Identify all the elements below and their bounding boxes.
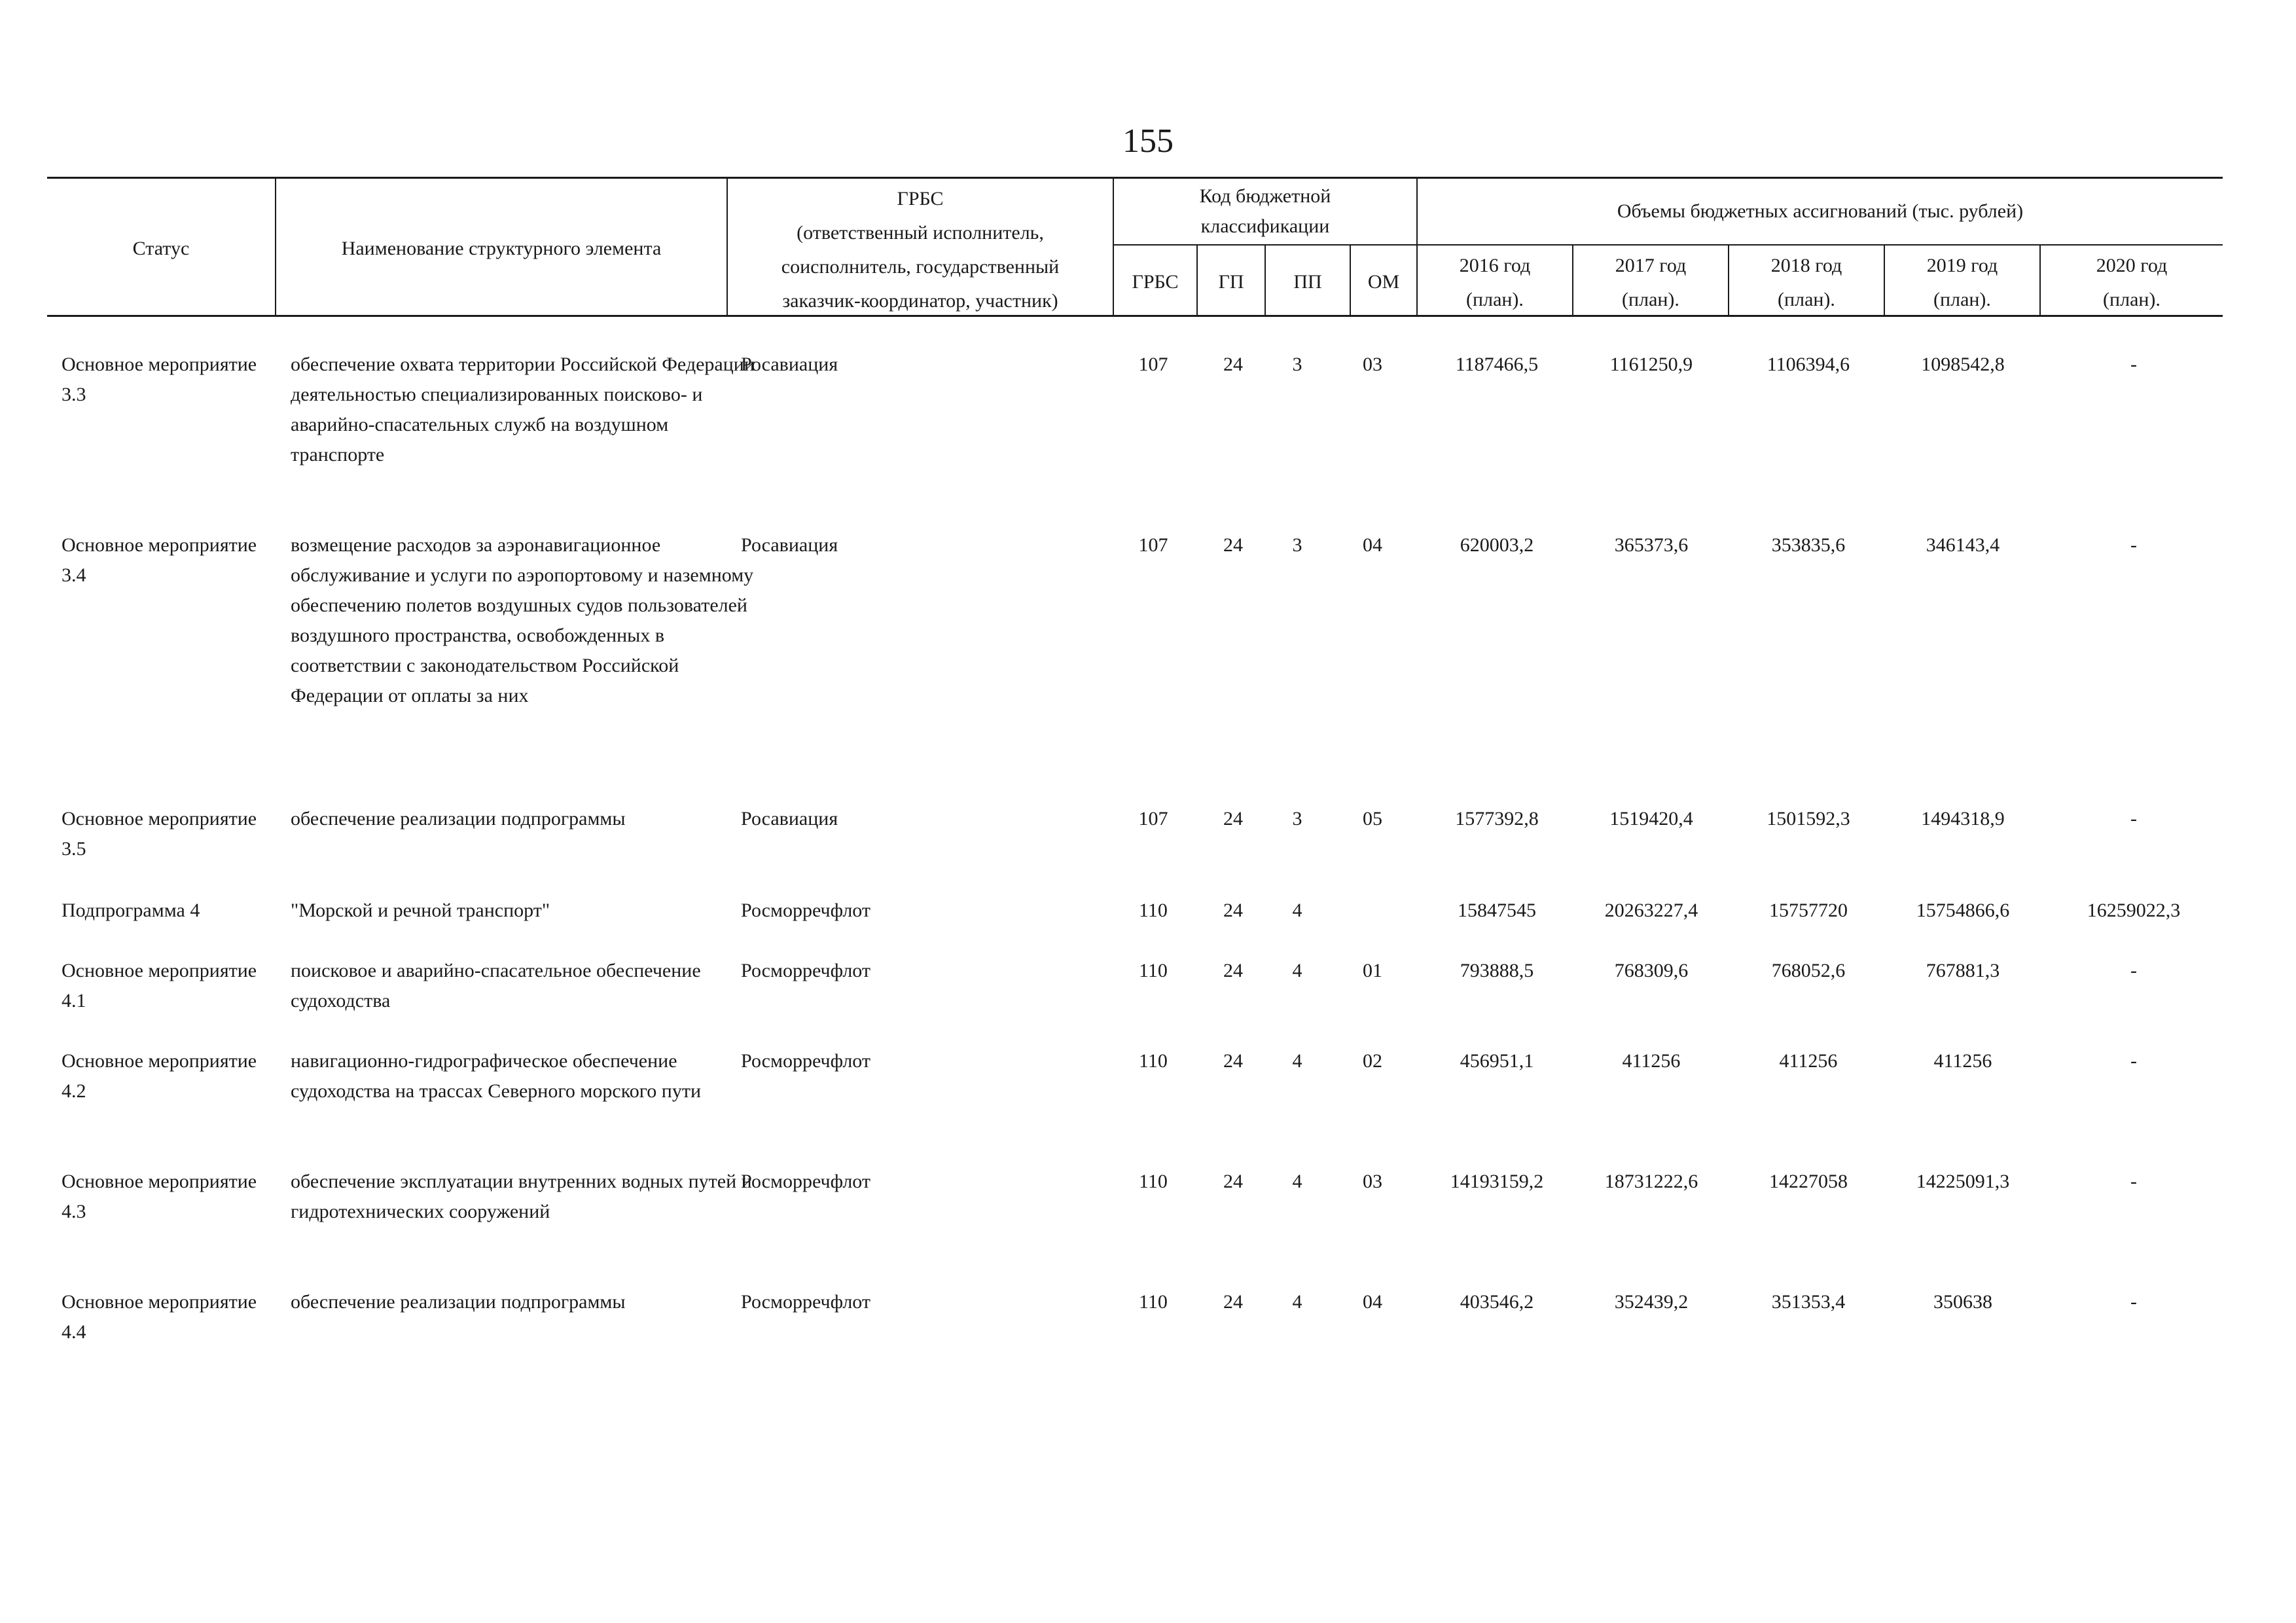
- row-code-gp: 24: [1223, 1050, 1243, 1072]
- row-value-2019: 1494318,9: [1921, 808, 2005, 830]
- row-value-2019: 767881,3: [1926, 960, 2000, 981]
- row-responsible: Росморречфлот: [741, 900, 871, 921]
- row-code-gp: 24: [1223, 534, 1243, 556]
- row-value-2017: 20263227,4: [1604, 900, 1698, 921]
- header-grbs-responsible: [728, 181, 1113, 319]
- row-name: навигационно-гидрографическое обеспечение судоходства на трассах Северного морского пути: [291, 1050, 702, 1102]
- page-number: 155: [1122, 122, 1174, 160]
- row-value-2016: 403546,2: [1460, 1291, 1534, 1313]
- row-value-2020: -: [2130, 1171, 2137, 1192]
- row-code-grbs: 110: [1139, 1291, 1168, 1313]
- row-value-2020: -: [2130, 1291, 2137, 1313]
- row-value-2018: 411256: [1779, 1050, 1838, 1072]
- row-code-pp: 4: [1292, 960, 1302, 981]
- row-value-2016: 1577392,8: [1455, 808, 1539, 830]
- header-year-2020: [2041, 247, 2223, 319]
- row-code-pp: 3: [1292, 808, 1302, 830]
- header-grbs-line: заказчик-координатор, участник): [782, 290, 1058, 312]
- row-code-gp: 24: [1223, 960, 1243, 981]
- row-value-2020: -: [2130, 534, 2137, 556]
- row-value-2016: 456951,1: [1460, 1050, 1534, 1072]
- header-plan: (план).: [1933, 289, 1991, 310]
- row-name: обеспечение реализации подпрограммы: [291, 808, 626, 830]
- row-code-om: 03: [1363, 354, 1382, 375]
- header-grbs-line: ГРБС: [897, 188, 944, 210]
- header-year-2019: [1885, 247, 2039, 319]
- header-volumes: Объемы бюджетных ассигнований (тыс. рублей): [1617, 200, 2024, 222]
- row-value-2018: 353835,6: [1771, 534, 1846, 556]
- row-value-2016: 793888,5: [1460, 960, 1534, 981]
- row-value-2017: 768309,6: [1614, 960, 1689, 981]
- row-name: возмещение расходов за аэронавигационное обслуживание и услуги по аэропортовому и наземному обеспечению полетов воздушных судов пользователей воздушного пространства, освобожденных в соответствии с законодательством Российской Федерации от оплаты за них: [291, 534, 754, 706]
- row-responsible: Росавиация: [741, 354, 838, 375]
- row-value-2018: 1501592,3: [1767, 808, 1850, 830]
- row-responsible: Росморречфлот: [741, 960, 871, 981]
- row-code-pp: 4: [1292, 1291, 1302, 1313]
- row-status: Основное мероприятие 4.3: [62, 1171, 257, 1222]
- header-grbs-line: соисполнитель, государственный: [781, 256, 1060, 278]
- row-value-2019: 346143,4: [1926, 534, 2000, 556]
- header-budget-code: [1114, 179, 1416, 244]
- row-code-om: 04: [1363, 1291, 1382, 1313]
- row-value-2019: 1098542,8: [1921, 354, 2005, 375]
- row-value-2016: 15847545: [1458, 900, 1536, 921]
- row-status: Основное мероприятие 3.5: [62, 808, 257, 860]
- row-code-grbs: 110: [1139, 960, 1168, 981]
- header-plan: (план).: [1466, 289, 1524, 310]
- row-value-2020: -: [2130, 1050, 2137, 1072]
- row-value-2017: 411256: [1622, 1050, 1681, 1072]
- row-code-gp: 24: [1223, 1291, 1243, 1313]
- row-code-om: 04: [1363, 534, 1382, 556]
- row-value-2016: 1187466,5: [1455, 354, 1539, 375]
- header-year-2018: [1729, 247, 1884, 319]
- row-code-gp: 24: [1223, 900, 1243, 921]
- row-code-grbs: 110: [1139, 900, 1168, 921]
- header-code-om: ОМ: [1367, 271, 1400, 293]
- row-value-2019: 15754866,6: [1916, 900, 2010, 921]
- row-value-2019: 14225091,3: [1916, 1171, 2010, 1192]
- row-code-pp: 4: [1292, 1171, 1302, 1192]
- header-year-2016: [1418, 247, 1572, 319]
- header-plan: (план).: [2103, 289, 2161, 310]
- header-code-gp: ГП: [1218, 271, 1244, 293]
- row-responsible: Росавиация: [741, 534, 838, 556]
- row-value-2018: 1106394,6: [1767, 354, 1850, 375]
- row-value-2016: 14193159,2: [1450, 1171, 1544, 1192]
- row-responsible: Росморречфлот: [741, 1171, 871, 1192]
- row-code-gp: 24: [1223, 354, 1243, 375]
- row-value-2019: 350638: [1933, 1291, 1992, 1313]
- row-value-2020: -: [2130, 808, 2137, 830]
- row-code-gp: 24: [1223, 808, 1243, 830]
- row-code-pp: 4: [1292, 900, 1302, 921]
- row-responsible: Росморречфлот: [741, 1291, 871, 1313]
- row-value-2017: 18731222,6: [1604, 1171, 1698, 1192]
- row-code-pp: 4: [1292, 1050, 1302, 1072]
- row-value-2018: 351353,4: [1771, 1291, 1846, 1313]
- row-status: Основное мероприятие 4.4: [62, 1291, 257, 1343]
- row-code-grbs: 107: [1138, 808, 1168, 830]
- row-status: Подпрограмма 4: [62, 900, 200, 921]
- row-status: Основное мероприятие 3.4: [62, 534, 257, 586]
- row-name: обеспечение охвата территории Российской Федерации деятельностью специализированных поисково- и аварийно-спасательных служб на воздушном транспорте: [291, 354, 755, 465]
- row-code-grbs: 107: [1138, 354, 1168, 375]
- row-value-2020: 16259022,3: [2087, 900, 2181, 921]
- row-code-om: 02: [1363, 1050, 1382, 1072]
- header-year: 2016 год: [1459, 255, 1531, 276]
- header-name: Наименование структурного элемента: [341, 238, 662, 259]
- row-status: Основное мероприятие 4.2: [62, 1050, 257, 1102]
- row-value-2017: 1519420,4: [1609, 808, 1693, 830]
- row-name: "Морской и речной транспорт": [291, 900, 550, 921]
- row-value-2016: 620003,2: [1460, 534, 1534, 556]
- row-responsible: Росморречфлот: [741, 1050, 871, 1072]
- row-status: Основное мероприятие 4.1: [62, 960, 257, 1012]
- header-year: 2019 год: [1926, 255, 1998, 276]
- row-responsible: Росавиация: [741, 808, 838, 830]
- row-name: обеспечение эксплуатации внутренних водных путей и гидротехнических сооружений: [291, 1171, 752, 1222]
- row-value-2017: 352439,2: [1614, 1291, 1689, 1313]
- row-value-2017: 1161250,9: [1609, 354, 1693, 375]
- header-grbs-line: (ответственный исполнитель,: [797, 222, 1044, 244]
- row-code-grbs: 107: [1138, 534, 1168, 556]
- header-year: 2017 год: [1615, 255, 1687, 276]
- row-value-2018: 14227058: [1769, 1171, 1848, 1192]
- header-year: 2020 год: [2096, 255, 2168, 276]
- row-value-2020: -: [2130, 960, 2137, 981]
- header-code-line: классификации: [1200, 215, 1330, 237]
- row-code-om: 01: [1363, 960, 1382, 981]
- row-code-om: 03: [1363, 1171, 1382, 1192]
- row-code-grbs: 110: [1139, 1050, 1168, 1072]
- row-status: Основное мероприятие 3.3: [62, 354, 257, 405]
- row-value-2018: 15757720: [1769, 900, 1848, 921]
- row-value-2020: -: [2130, 354, 2137, 375]
- row-code-grbs: 110: [1139, 1171, 1168, 1192]
- header-subline: [1416, 244, 2223, 246]
- header-year: 2018 год: [1770, 255, 1842, 276]
- header-code-grbs: ГРБС: [1132, 271, 1179, 293]
- row-name: поисковое и аварийно-спасательное обеспечение судоходства: [291, 960, 701, 1012]
- header-status: Статус: [132, 238, 190, 259]
- row-code-gp: 24: [1223, 1171, 1243, 1192]
- row-value-2019: 411256: [1933, 1050, 1992, 1072]
- table-header: [47, 177, 2223, 317]
- row-name: обеспечение реализации подпрограммы: [291, 1291, 626, 1313]
- header-plan: (план).: [1778, 289, 1835, 310]
- row-value-2018: 768052,6: [1771, 960, 1846, 981]
- header-code-pp: ПП: [1293, 271, 1322, 293]
- row-code-om: 05: [1363, 808, 1382, 830]
- header-plan: (план).: [1622, 289, 1679, 310]
- row-code-pp: 3: [1292, 534, 1302, 556]
- header-code-line: Код бюджетной: [1199, 185, 1331, 207]
- row-code-pp: 3: [1292, 354, 1302, 375]
- row-value-2017: 365373,6: [1614, 534, 1689, 556]
- header-year-2017: [1573, 247, 1728, 319]
